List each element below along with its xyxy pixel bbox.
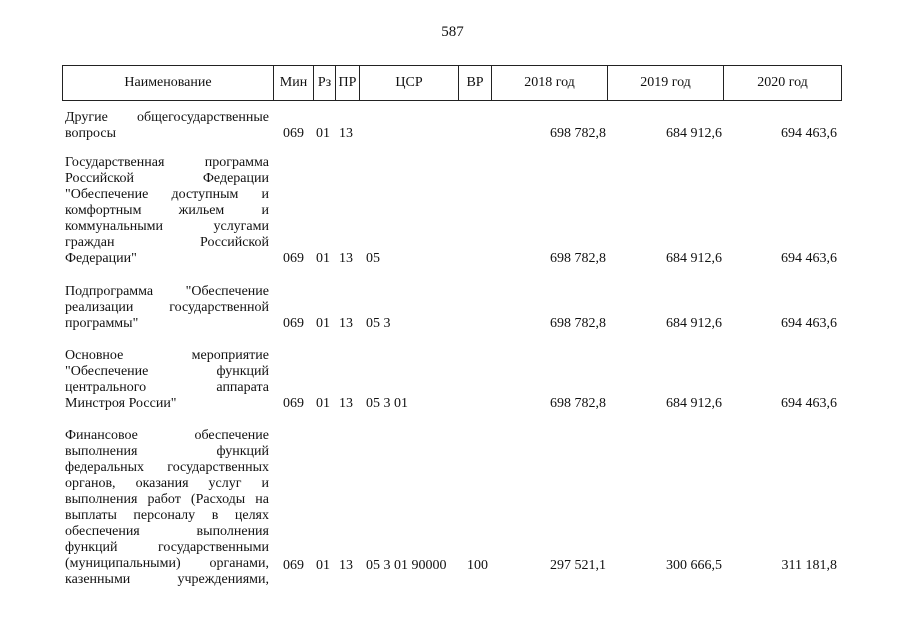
table-row [62, 428, 841, 590]
header-pr: ПР [336, 66, 360, 101]
header-2019: 2019 год [608, 66, 724, 101]
row-min: 069 [283, 251, 304, 266]
header-csr: ЦСР [360, 66, 459, 101]
row-pr: 13 [339, 558, 353, 573]
header-name: Наименование [63, 66, 274, 101]
row-2019: 684 912,6 [666, 251, 722, 266]
row-min: 069 [283, 558, 304, 573]
row-vr: 100 [467, 558, 488, 573]
row-2019: 684 912,6 [666, 396, 722, 411]
row-min: 069 [283, 396, 304, 411]
row-name: Подпрограмма "Обеспечение реализации государственной программы" [65, 284, 269, 331]
row-csr: 05 [366, 251, 380, 266]
row-2018: 297 521,1 [550, 558, 606, 573]
row-2020: 311 181,8 [781, 558, 837, 573]
row-2018: 698 782,8 [550, 396, 606, 411]
row-name: Государственная программа Российской Федерации "Обеспечение доступным и комфортным жильем и коммунальными услугами граждан Российской Федерации" [65, 155, 269, 266]
table-row [62, 348, 841, 412]
row-csr: 05 3 01 [366, 396, 408, 411]
budget-table-header [62, 65, 842, 101]
row-2020: 694 463,6 [781, 316, 837, 331]
row-min: 069 [283, 126, 304, 141]
row-rz: 01 [316, 251, 330, 266]
row-2018: 698 782,8 [550, 251, 606, 266]
row-2018: 698 782,8 [550, 316, 606, 331]
row-min: 069 [283, 316, 304, 331]
row-name: Другие общегосударственные вопросы [65, 110, 269, 141]
row-rz: 01 [316, 126, 330, 141]
row-2020: 694 463,6 [781, 126, 837, 141]
row-2019: 684 912,6 [666, 316, 722, 331]
header-min: Мин [274, 66, 314, 101]
row-name: Финансовое обеспечение выполнения функций федеральных государственных органов, оказания услуг и выполнения работ (Расходы на выплаты персоналу в целях обеспечения выполнения функций государственными (муниципальными) органами, казенными учреждениями, [65, 428, 269, 587]
header-rz: Рз [314, 66, 336, 101]
row-2019: 300 666,5 [666, 558, 722, 573]
table-row [62, 284, 841, 332]
row-rz: 01 [316, 316, 330, 331]
row-2019: 684 912,6 [666, 126, 722, 141]
row-csr: 05 3 01 90000 [366, 558, 447, 573]
header-vr: ВР [459, 66, 492, 101]
row-pr: 13 [339, 251, 353, 266]
table-row [62, 155, 841, 267]
table-row [62, 110, 841, 142]
row-2020: 694 463,6 [781, 396, 837, 411]
row-2018: 698 782,8 [550, 126, 606, 141]
row-rz: 01 [316, 396, 330, 411]
row-csr: 05 3 [366, 316, 391, 331]
row-name: Основное мероприятие "Обеспечение функций центрального аппарата Минстроя России" [65, 348, 269, 411]
header-2018: 2018 год [492, 66, 608, 101]
row-pr: 13 [339, 126, 353, 141]
page-number: 587 [441, 24, 464, 40]
row-2020: 694 463,6 [781, 251, 837, 266]
header-2020: 2020 год [724, 66, 842, 101]
row-pr: 13 [339, 396, 353, 411]
row-rz: 01 [316, 558, 330, 573]
row-pr: 13 [339, 316, 353, 331]
